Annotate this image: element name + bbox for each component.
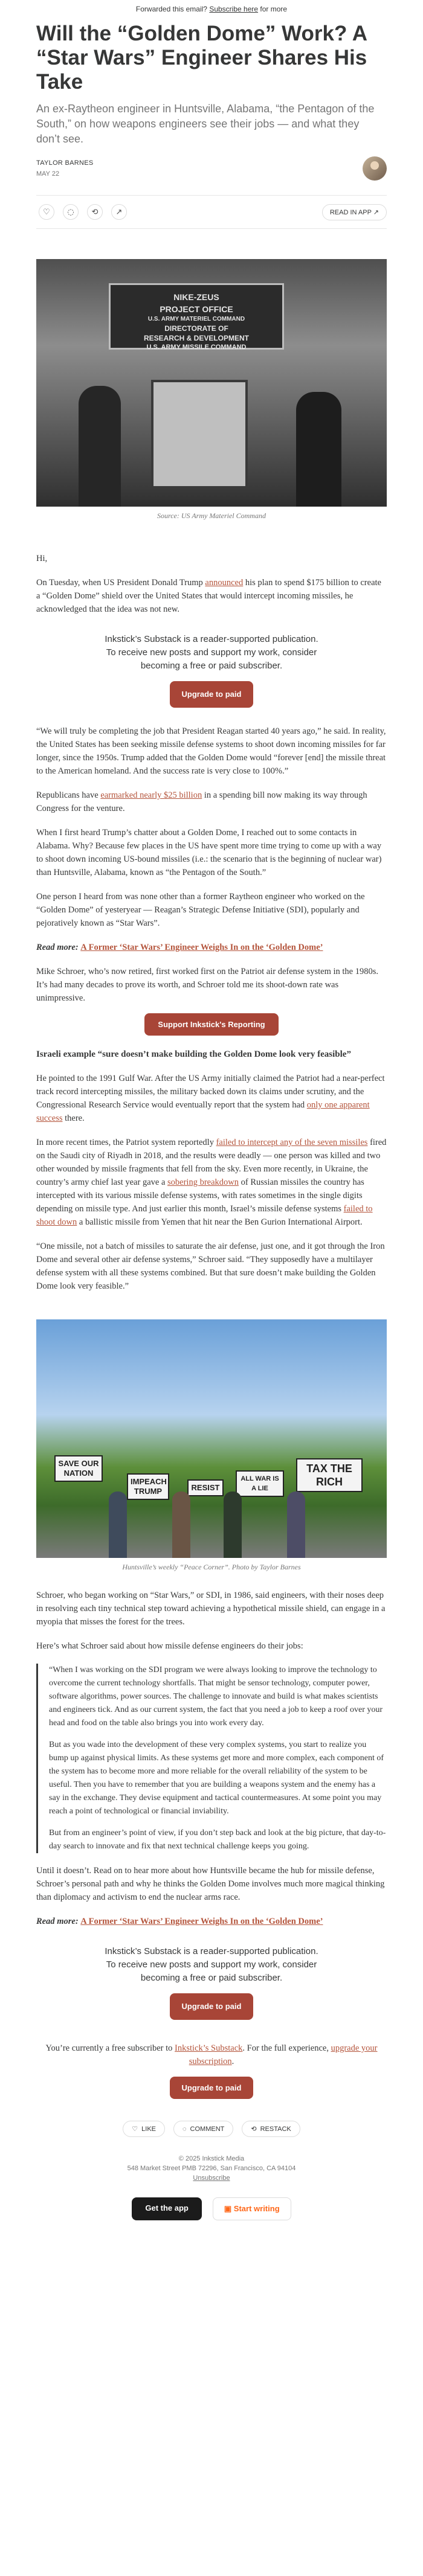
photo-caption: Huntsville’s weekly “Peace Corner”. Photo by Taylor Barnes bbox=[122, 1563, 301, 1571]
arrow-icon: ↗ bbox=[373, 208, 379, 216]
paragraph: One person I heard from was none other than a former Raytheon engineer who worked on the “Golden Dome” of yesteryear — Reagan’s Strategic Defense Initiative (SDI), popularly and pejoratively known as “Star Wars”. bbox=[36, 892, 365, 928]
building-door bbox=[151, 380, 248, 489]
protest-sign: ALL WAR IS A LIE bbox=[236, 1470, 284, 1497]
bottom-actions bbox=[36, 2121, 387, 2137]
avatar[interactable] bbox=[363, 156, 387, 181]
paragraph: Mike Schroer, who’s now retired, first worked first on the Patriot air defense system in the 1980s. It’s had many decades to prove its worth, and Schroer told me its shoot-down rate was unimpressive. bbox=[36, 967, 379, 1003]
like-button[interactable]: ♡ LIKE bbox=[123, 2121, 165, 2137]
person-figure bbox=[287, 1491, 305, 1558]
hero-sign: NIKE-ZEUS PROJECT OFFICE U.S. ARMY MATERIEL COMMAND DIRECTORATE OF RESEARCH & DEVELOPMENT U.S. ARMY MISSILE COMMAND bbox=[109, 283, 284, 350]
protest-photo bbox=[36, 1319, 387, 1558]
upgrade-button[interactable]: Upgrade to paid bbox=[170, 2077, 254, 2099]
share-icon[interactable]: ↗ bbox=[111, 204, 127, 220]
read-more: Read more: A Former ‘Star Wars’ Engineer Weighs In on the ‘Golden Dome’ bbox=[36, 943, 323, 952]
footer: © 2025 Inkstick Media 548 Market Street PMB 72296, San Francisco, CA 94104 Unsubscribe bbox=[127, 2155, 296, 2182]
upgrade-button[interactable]: Upgrade to paid bbox=[170, 1993, 254, 2020]
subscribe-link[interactable]: Subscribe here bbox=[209, 5, 259, 13]
subscribe-box: Inkstick’s Substack is a reader-supported publication. To receive new posts and support my work, consider becoming a free or paid subscriber. Upgrade to paid bbox=[36, 633, 387, 708]
support-wrap bbox=[36, 1005, 387, 1036]
heart-icon[interactable]: ♡ bbox=[39, 204, 54, 220]
comment-icon[interactable]: ◌ bbox=[63, 204, 79, 220]
restack-button[interactable]: ⟲ RESTACK bbox=[242, 2121, 300, 2137]
riyadh-link[interactable]: failed to intercept any of the seven missiles bbox=[216, 1138, 368, 1147]
earmarked-link[interactable]: earmarked nearly $25 billion bbox=[100, 790, 202, 800]
success-link[interactable]: only one apparent success bbox=[36, 1100, 370, 1123]
protest-sign: SAVE OUR NATION bbox=[54, 1455, 103, 1482]
paragraph: “One missile, not a batch of missiles to saturate the air defense, just one, and it got through the Iron Dome and several other air defense systems,” Schroer said. “They supposedly have a multilayer defense system with all these systems combined. But that sure doesn’t make building the Golden Dome look very feasible.” bbox=[36, 1242, 385, 1291]
protest-sign: RESIST bbox=[187, 1479, 224, 1496]
sobering-link[interactable]: sobering breakdown bbox=[167, 1177, 239, 1187]
paragraph: Until it doesn’t. Read on to hear more about how Huntsville became the hub for missile defense, Schroer’s personal path and why he thinks the Golden Dome involves much more magical thinking than diplomacy and activism to end the nuclear arms race. bbox=[36, 1866, 385, 1902]
hero-image bbox=[36, 259, 387, 507]
get-app-button[interactable]: Get the app bbox=[132, 2197, 202, 2220]
person-figure bbox=[79, 386, 121, 507]
paragraph: On Tuesday, when US President Donald Trump announced his plan to spend $175 billion to create a “Golden Dome” shield over the United States that would intercept incoming missiles, he acknowledged that the idea was not new. bbox=[36, 578, 381, 614]
paragraph: “We will truly be completing the job that President Reagan started 40 years ago,” he said. In reality, the United States has been seeking missile defense systems to shoot down incoming missiles for far longer, since the 1950s. Trump added that the Golden Dome would “forever [end] the missile threat to the American homeland. And the success rate is very close to 100%.” bbox=[36, 726, 386, 776]
start-writing-button[interactable]: ▣ Start writing bbox=[213, 2197, 291, 2220]
protest-sign: IMPEACH TRUMP bbox=[127, 1473, 169, 1500]
announced-link[interactable]: announced bbox=[205, 578, 244, 588]
read-more-link[interactable]: A Former ‘Star Wars’ Engineer Weighs In on the ‘Golden Dome’ bbox=[80, 943, 323, 952]
restack-icon: ⟲ bbox=[251, 2126, 257, 2133]
support-button[interactable]: Support Inkstick's Reporting bbox=[144, 1013, 278, 1036]
post-actions bbox=[36, 195, 387, 229]
section-heading: Israeli example “sure doesn’t make building the Golden Dome look very feasible” bbox=[36, 1049, 351, 1059]
comment-icon: ◌ bbox=[182, 2125, 187, 2133]
forward-banner: Forwarded this email? Subscribe here for more bbox=[135, 5, 288, 13]
publication-link[interactable]: Inkstick’s Substack bbox=[175, 2043, 243, 2053]
paragraph: In more recent times, the Patriot system reportedly failed to intercept any of the seven missiles fired on the Saudi city of Riyadh in 2018, and the results were deadly — one person was killed and two other wounded by missile fragments that fell from the sky. Even more recently, in Ukraine, the country’s army chief last year gave a sobering breakdown of Russian missiles the country has intercepted with its various missile defense systems, with rates sometimes in the single digits depending on missile type. And just earlier this month, Israel’s missile defense systems failed to shoot down a ballistic missile from Yemen that hit near the Ben Gurion International Airport. bbox=[36, 1138, 387, 1227]
greeting: Hi, bbox=[36, 554, 48, 563]
quote-block: “When I was working on the SDI program we were always looking to improve the technology to overcome the current technology shortfalls. That might be sensor technology, computer power, software algorithms, power sources. The challenge to innovate and build is what makes scientists and engineers tick. And as our current system, the fact that you need a job to keep a roof over your head and food on the table also brings you into work every day. But as you wade into the development of these very complex systems, you start to realize you bump up against physical limits. As these systems get more and more complex, each component of the system has to become more and more reliable for the overall reliability of the system to be useful. Then you have to remember that you are building a weapons system and the enemy has a say in the exchange. They devise equipment and tactical countermeasures. At some point you may reach a point of technological or financial inviability. But from an engineer’s point of view, if you don’t step back and look at the big picture, that day-to-day search to innovate and fix that next technical challenge keeps you going. bbox=[36, 1664, 387, 1853]
upgrade-link[interactable]: upgrade your subscription bbox=[189, 2043, 378, 2066]
heart-icon: ♡ bbox=[132, 2126, 138, 2133]
comment-button[interactable]: ◌ COMMENT bbox=[173, 2121, 233, 2137]
post-subtitle: An ex-Raytheon engineer in Huntsville, Alabama, “the Pentagon of the South,” on how weapons engineers see their jobs — and what they don’t see. bbox=[36, 103, 375, 145]
read-more: Read more: A Former ‘Star Wars’ Engineer Weighs In on the ‘Golden Dome’ bbox=[36, 1917, 323, 1926]
unsubscribe-link[interactable]: Unsubscribe bbox=[193, 2174, 230, 2182]
person-figure bbox=[109, 1491, 127, 1558]
read-more-link[interactable]: A Former ‘Star Wars’ Engineer Weighs In on the ‘Golden Dome’ bbox=[80, 1917, 323, 1926]
author-name[interactable]: TAYLOR BARNES bbox=[36, 159, 94, 167]
paragraph: Schroer, who began working on “Star Wars,” or SDI, in 1986, said engineers, with their noses deep in resolving each tiny technical step toward achieving a hypothetical missile shield, can engage in a myopia that misses the forest for the trees. bbox=[36, 1591, 386, 1627]
free-subscriber-note: You’re currently a free subscriber to Inkstick’s Substack. For the full experience, upgrade your subscription. bbox=[45, 2043, 378, 2066]
read-in-app-button[interactable]: READ IN APP ↗ bbox=[322, 204, 387, 220]
substack-icon: ▣ bbox=[224, 2204, 232, 2213]
person-figure bbox=[224, 1491, 242, 1558]
paragraph: When I first heard Trump’s chatter about a Golden Dome, I reached out to some contacts in Alabama. Why? Because few places in the US have spent more time trying to come up with a way to shoot down incoming US-bound missiles (i.e.: the scenario that is the beginning of nuclear war) than Huntsville, Alabama, known as “the Pentagon of the South.” bbox=[36, 828, 382, 877]
paragraph: Republicans have earmarked nearly $25 billion in a spending bill now making its way through Congress for the venture. bbox=[36, 790, 367, 813]
post-date: MAY 22 bbox=[36, 170, 60, 178]
person-figure bbox=[296, 392, 341, 507]
restack-icon[interactable]: ⟲ bbox=[87, 204, 103, 220]
upgrade-button[interactable]: Upgrade to paid bbox=[170, 681, 254, 708]
byline bbox=[36, 155, 387, 182]
post-title: Will the “Golden Dome” Work? A “Star Wars” Engineer Shares His Take bbox=[36, 22, 367, 94]
paragraph: Here’s what Schroer said about how missile defense engineers do their jobs: bbox=[36, 1641, 303, 1651]
protest-sign: TAX THE RICH bbox=[296, 1458, 363, 1492]
paragraph: He pointed to the 1991 Gulf War. After the US Army initially claimed the Patriot had a near-perfect track record intercepting missiles, the military backed down its claims under scrutiny, and the Congressional Research Service would eventually report that the system had only one apparent success there. bbox=[36, 1074, 385, 1123]
person-figure bbox=[172, 1491, 190, 1558]
app-row bbox=[36, 2197, 387, 2220]
subscribe-box: Inkstick’s Substack is a reader-supported publication. To receive new posts and support my work, consider becoming a free or paid subscriber. Upgrade to paid bbox=[36, 1945, 387, 2020]
failed-link[interactable]: failed to shoot down bbox=[36, 1204, 373, 1227]
hero-caption: Source: US Army Materiel Command bbox=[157, 511, 266, 520]
